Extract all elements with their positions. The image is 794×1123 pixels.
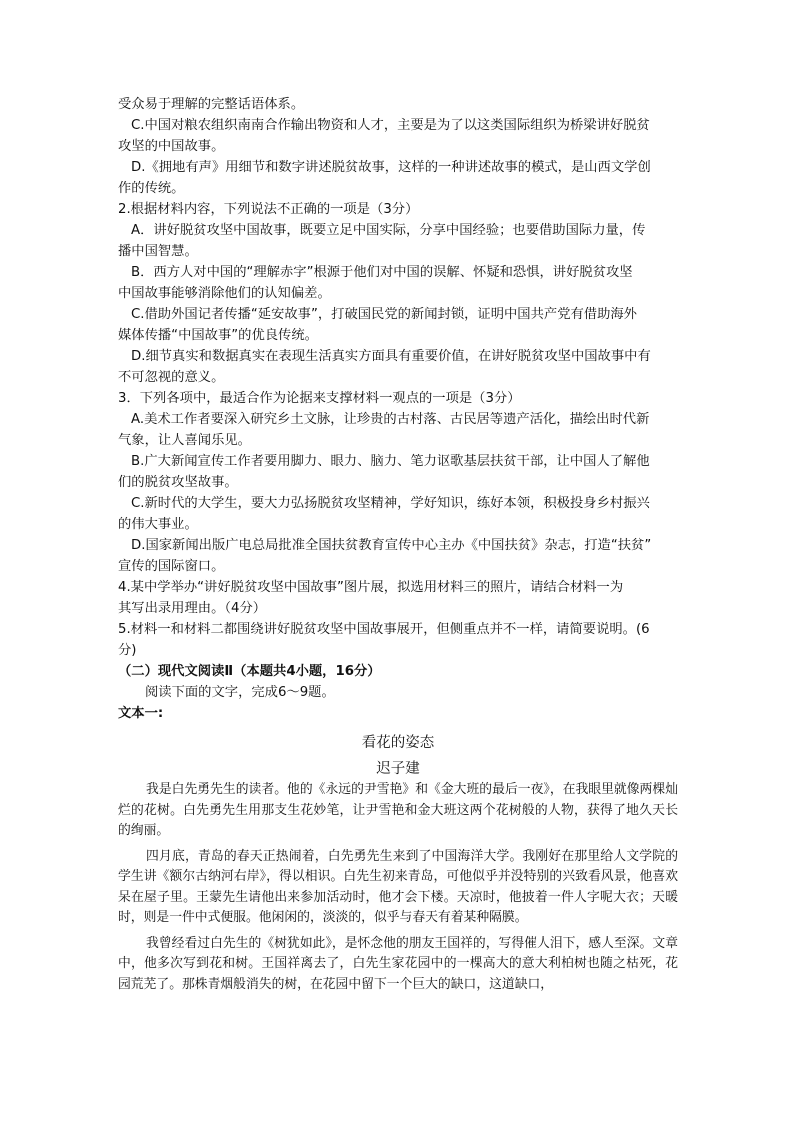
text-line: 受众易于理解的完整话语体系。 (118, 97, 305, 112)
section-header: （二）现代文阅读Ⅱ（本题共4小题，16分） (118, 664, 381, 679)
text-line: 不可忽视的意义。 (118, 370, 225, 385)
text-label: 文本一: (118, 706, 164, 721)
option-c: C.新时代的大学生，要大力弘扬脱贫攻坚精神，学好知识，练好本领，积极投身乡村振兴 (131, 496, 650, 511)
question-stem: 4.某中学举办“讲好脱贫攻坚中国故事”图片展，拟选用材料三的照片，请结合材料一为 (118, 580, 624, 595)
article-paragraph: 我曾经看过白先生的《树犹如此》，是怀念他的朋友王国祥的，写得催人泪下，感人至深。文章中，他多次写到花和树。王国祥离去了，白先生家花园中的一棵高大的意大利柏树也随之枯死，花园荒芜了。那株青烟般消失的树，在花园中留下一个巨大的缺口，这道缺口， (118, 935, 678, 992)
text-line: 的伟大事业。 (118, 517, 198, 532)
question-5 (118, 619, 678, 661)
question-3 (118, 388, 678, 577)
question-1-continuation (118, 94, 678, 199)
text-line: 气象，让人喜闻乐见。 (118, 433, 251, 448)
text-line: 媒体传播“中国故事”的优良传统。 (118, 328, 318, 343)
option-c: C.借助外国记者传播“延安故事”，打破国民党的新闻封锁，证明中国共产党有借助海外 (131, 307, 637, 322)
text-line: 攻坚的中国故事。 (118, 139, 225, 154)
option-b: B．西方人对中国的“理解赤字”根源于他们对中国的误解、怀疑和恐惧，讲好脱贫攻坚 (131, 265, 633, 280)
text-line: 分) (118, 643, 137, 658)
option-a: A．讲好脱贫攻坚中国故事，既要立足中国实际，分享中国经验；也要借助国际力量，传 (131, 223, 646, 238)
article-paragraph: 四月底，青岛的春天正热闹着，白先勇先生来到了中国海洋大学。我刚好在那里给人文学院的学生讲《额尔古纳河右岸》，得以相识。白先生初来青岛，可他似乎并没特别的兴致看风景，他喜欢呆在屋子里。王蒙先生请他出来参加活动时，他才会下楼。天凉时，他披着一件人字呢大衣；天暖时，则是一件中式便服。他闲闲的，淡淡的，似乎与春天有着某种隔膜。 (118, 848, 678, 925)
article-paragraph: 我是白先勇先生的读者。他的《永远的尹雪艳》和《金大班的最后一夜》，在我眼里就像两棵灿烂的花树。白先勇先生用那支生花妙笔，让尹雪艳和金大班这两个花树般的人物，获得了地久天长的绚丽。 (118, 782, 678, 838)
question-2 (118, 199, 678, 388)
question-stem: 2.根据材料内容，下列说法不正确的一项是（3分） (118, 202, 419, 217)
article-title: 看花的姿态 (361, 735, 435, 751)
text-line: 们的脱贫攻坚故事。 (118, 475, 238, 490)
article-author: 迟子建 (376, 761, 420, 777)
question-4 (118, 577, 678, 619)
section-2 (118, 661, 678, 724)
text-line: 其写出录用理由。（4分） (118, 601, 267, 616)
text-line: 播中国智慧。 (118, 244, 198, 259)
option-d: D.细节真实和数据真实在表现生活真实方面具有重要价值，在讲好脱贫攻坚中国故事中有 (131, 349, 651, 364)
section-instruction: 阅读下面的文字，完成6～9题。 (145, 685, 335, 700)
exam-page (118, 94, 678, 1000)
option-b: B.广大新闻宣传工作者要用脚力、眼力、脑力、笔力讴歌基层扶贫干部，让中国人了解他 (131, 454, 650, 469)
text-line: 中国故事能够消除他们的认知偏差。 (118, 286, 331, 301)
option-d: D.国家新闻出版广电总局批准全国扶贫教育宣传中心主办《中国扶贫》杂志，打造“扶贫” (131, 538, 652, 553)
text-line: C.中国对粮农组织南南合作输出物资和人才，主要是为了以这类国际组织为桥梁讲好脱贫 (131, 118, 650, 133)
text-line: D.《拥地有声》用细节和数字讲述脱贫故事，这样的一种讲述故事的模式，是山西文学创 (131, 160, 651, 175)
article-body (118, 780, 678, 995)
text-line: 宣传的国际窗口。 (118, 559, 225, 574)
article (118, 732, 678, 995)
option-a: A.美术工作者要深入研究乡土文脉，让珍贵的古村落、古民居等遗产活化，描绘出时代新 (131, 412, 650, 427)
question-stem: 5.材料一和材料二都围绕讲好脱贫攻坚中国故事展开，但侧重点并不一样，请简要说明。(6 (118, 622, 650, 637)
text-line: 作的传统。 (118, 181, 185, 196)
question-stem: 3．下列各项中，最适合作为论据来支撑材料一观点的一项是（3分） (118, 391, 521, 406)
